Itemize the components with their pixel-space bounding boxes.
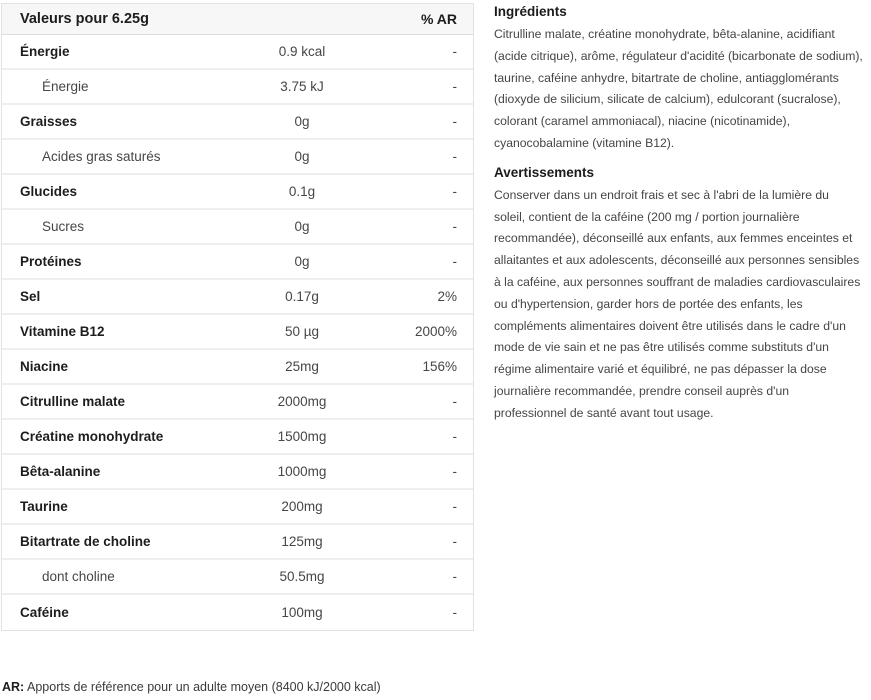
row-percent: -	[452, 605, 457, 620]
row-label: Niacine	[20, 359, 69, 374]
row-label: Graisses	[20, 114, 78, 129]
row-value: 200mg	[281, 499, 323, 514]
table-row	[2, 140, 473, 175]
row-percent: 2000%	[414, 324, 457, 339]
row-label: dont choline	[42, 569, 115, 584]
row-value: 50 µg	[284, 324, 320, 339]
table-header-title: Valeurs pour 6.25g	[20, 11, 149, 27]
row-percent: -	[452, 254, 457, 269]
row-label: Citrulline malate	[20, 394, 126, 409]
row-label: Protéines	[20, 254, 82, 269]
row-value: 0g	[294, 219, 310, 234]
nutrition-table-body	[2, 35, 473, 630]
row-percent: -	[452, 464, 457, 479]
warnings-text: Conserver dans un endroit frais et sec à l'abri de la lumière du soleil, contient de la caféine (200 mg / portion journalière recommandée), déconseillé aux enfants, aux femmes enceintes et allaitantes et aux adolescents, déconseillé aux personnes sensibles à la caféine, aux personnes souffrant de maladies cardiovasculaires ou d'hypertension, garder hors de portée des enfants, les compléments alimentaires doivent être utilisés dans le cadre d'un mode de vie sain et ne pas être utilisés comme substituts d'un régime alimentaire varié et équilibré, ne pas dépasser la dose journalière recommandée, prendre conseil auprès d'un professionnel de santé avant tout usage.	[494, 187, 861, 420]
table-row	[2, 210, 473, 245]
row-percent: -	[452, 219, 457, 234]
table-row	[2, 280, 473, 315]
table-row	[2, 105, 473, 140]
row-value: 0.17g	[285, 289, 319, 304]
row-percent: 2%	[437, 289, 457, 304]
table-row	[2, 525, 473, 560]
row-value: 100mg	[281, 605, 323, 620]
table-row	[2, 350, 473, 385]
table-row	[2, 70, 473, 105]
row-value: 0.9 kcal	[278, 44, 326, 59]
row-label: Sel	[20, 289, 41, 304]
footnote-abbreviation: AR:	[2, 680, 25, 694]
table-row	[2, 35, 473, 70]
footnote-text: Apports de référence pour un adulte moyen (8400 kJ/2000 kcal)	[24, 680, 381, 694]
row-percent: -	[452, 44, 457, 59]
row-value: 50.5mg	[279, 569, 325, 584]
row-label: Acides gras saturés	[42, 149, 161, 164]
table-row	[2, 245, 473, 280]
row-label: Glucides	[20, 184, 78, 199]
row-value: 0g	[294, 114, 310, 129]
reference-footnote	[2, 680, 381, 694]
info-column	[494, 3, 863, 434]
row-value: 125mg	[281, 534, 323, 549]
row-label: Bitartrate de choline	[20, 534, 151, 549]
row-value: 3.75 kJ	[280, 79, 324, 94]
table-header-percent: % AR	[420, 11, 457, 27]
row-percent: -	[452, 394, 457, 409]
row-label: Bêta-alanine	[20, 464, 101, 479]
table-row	[2, 595, 473, 630]
row-percent: -	[452, 569, 457, 584]
row-percent: 156%	[422, 359, 457, 374]
row-label: Taurine	[20, 499, 68, 514]
row-percent: -	[452, 149, 457, 164]
row-percent: -	[452, 429, 457, 444]
table-row	[2, 420, 473, 455]
row-value: 1500mg	[277, 429, 327, 444]
row-value: 0g	[294, 254, 310, 269]
row-label: Vitamine B12	[20, 324, 105, 339]
row-percent: -	[452, 79, 457, 94]
table-row	[2, 560, 473, 595]
row-percent: -	[452, 499, 457, 514]
table-row	[2, 315, 473, 350]
warnings-title: Avertissements	[494, 164, 595, 180]
row-value: 2000mg	[277, 394, 327, 409]
table-row	[2, 175, 473, 210]
nutrition-table	[1, 3, 474, 631]
row-percent: -	[452, 114, 457, 129]
row-value: 1000mg	[277, 464, 327, 479]
row-label: Sucres	[42, 219, 85, 234]
row-label: Énergie	[20, 44, 70, 59]
row-percent: -	[452, 534, 457, 549]
row-label: Énergie	[42, 79, 89, 94]
table-row	[2, 490, 473, 525]
row-label: Créatine monohydrate	[20, 429, 164, 444]
ingredients-title: Ingrédients	[494, 4, 567, 19]
nutrition-table-header	[2, 4, 473, 35]
row-percent: -	[452, 184, 457, 199]
row-value: 0.1g	[288, 184, 316, 199]
ingredients-text: Citrulline malate, créatine monohydrate, bêta-alanine, acidifiant (acide citrique), arôme, régulateur d'acidité (bicarbonate de sodium), taurine, caféine anhydre, bitartrate de choline, antiagglomérants (dioxyde de silicium, silicate de calcium), edulcorant (sucralose), colorant (caramel ammoniacal), niacine (nicotinamide), cyanocobalamine (vitamine B12).	[494, 27, 863, 150]
table-row	[2, 385, 473, 420]
table-row	[2, 455, 473, 490]
row-label: Caféine	[20, 605, 69, 620]
row-value: 25mg	[285, 359, 319, 374]
row-value: 0g	[294, 149, 310, 164]
